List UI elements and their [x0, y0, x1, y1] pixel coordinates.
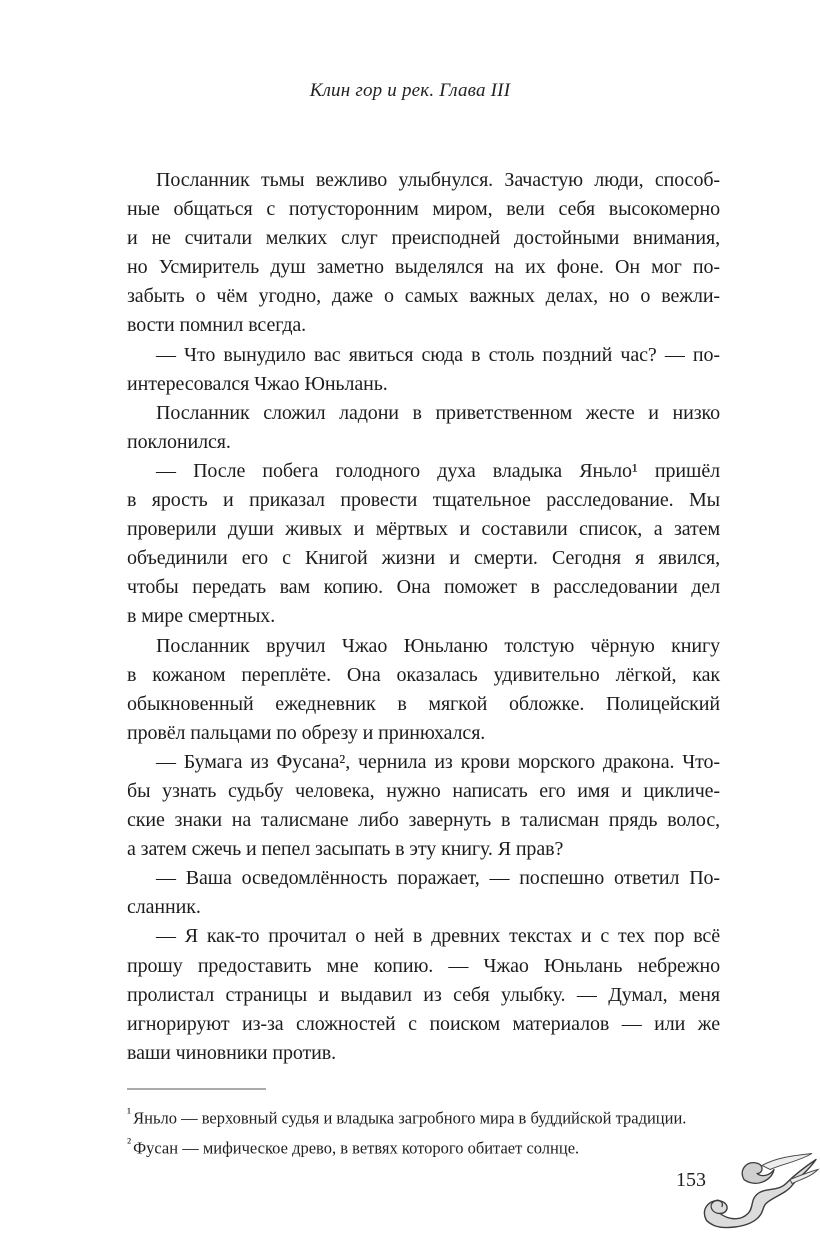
footnotes: [127, 1101, 720, 1161]
body-line: Посланник вручил Чжао Юньланю толстую чёрную книгу: [156, 634, 720, 657]
body-line: в ярость и приказал провести тщательное расследование. Мы: [127, 489, 720, 512]
body-line: — Ваша осведомлённость поражает, — поспешно ответил По-: [156, 867, 720, 890]
running-head: Клин гор и рек. Глава III: [309, 80, 511, 101]
paragraph: [127, 341, 720, 399]
body-line: но Усмиритель душ заметно выделялся на их фоне. Он мог по-: [127, 256, 720, 279]
footnote-text: Фусан — мифическое древо, в ветвях которого обитает солнце.: [133, 1138, 580, 1158]
body-line: Посланник сложил ладони в приветственном жесте и низко: [156, 401, 720, 424]
body-line: в мире смертных.: [127, 605, 276, 628]
footnote-item: [127, 1101, 720, 1131]
body-line: интересовался Чжао Юньлань.: [127, 372, 388, 395]
footnote-marker: ²: [127, 1135, 132, 1150]
body-line: и не считали мелких слуг преисподней достойными внимания,: [127, 227, 720, 250]
paragraph: [127, 457, 720, 632]
body-line: забыть о чём угодно, даже о самых важных делах, но о вежли-: [127, 285, 720, 308]
paragraph: [127, 166, 720, 341]
body-line: — Я как-то прочитал о ней в древних текстах и с тех пор всё: [156, 925, 720, 948]
body-line: ные общаться с потусторонним миром, вели себя высокомерно: [127, 198, 720, 221]
paragraph: [127, 864, 720, 922]
body-line: — После побега голодного духа владыка Яньло¹ пришёл: [156, 459, 720, 482]
body-line: вости помнил всегда.: [127, 314, 307, 337]
body-line: игнорируют из-за сложностей с поиском материалов — или же: [127, 1012, 720, 1035]
body-line: проверили души живых и мёртвых и составили список, а затем: [127, 518, 720, 541]
paragraph: [127, 748, 720, 864]
body-line: в кожаном переплёте. Она оказалась удивительно лёгкой, как: [127, 663, 720, 686]
body-line: прошу предоставить мне копию. — Чжао Юньлань небрежно: [127, 954, 720, 977]
cloud-flourish-icon: [700, 1148, 820, 1236]
body-line: обыкновенный ежедневник в мягкой обложке. Полицейский: [127, 692, 720, 715]
footnote-separator: [127, 1088, 266, 1090]
body-line: Посланник тьмы вежливо улыбнулся. Зачастую люди, способ-: [156, 169, 720, 191]
body-line: сланник.: [127, 896, 201, 919]
paragraph: [127, 632, 720, 748]
paragraph: [127, 922, 720, 1067]
footnote-marker: ¹: [127, 1105, 132, 1120]
paragraph: [127, 399, 720, 457]
footnote-text: Яньло — верховный судья и владыка загробного мира в буддийской традиции.: [133, 1108, 687, 1128]
body-line: чтобы передать вам копию. Она поможет в расследовании дел: [127, 576, 720, 599]
body-line: ские знаки на талисмане либо завернуть в талисман прядь волос,: [127, 809, 720, 832]
body-line: — Что вынудило вас явиться сюда в столь поздний час? — по-: [156, 343, 720, 366]
page-number: 153: [676, 1169, 706, 1191]
body-line: пролистал страницы и выдавил из себя улыбку. — Думал, меня: [127, 983, 720, 1006]
body-line: ваши чиновники против.: [127, 1041, 337, 1064]
body-line: а затем сжечь и пепел засыпать в эту книгу. Я прав?: [127, 838, 564, 861]
body-text: [127, 166, 720, 1068]
footnote-item: [127, 1131, 720, 1161]
body-line: — Бумага из Фусана², чернила из крови морского дракона. Что-: [156, 750, 720, 773]
body-line: объединили его с Книгой жизни и смерти. Сегодня я явился,: [127, 547, 720, 570]
body-line: поклонился.: [127, 430, 231, 453]
body-line: провёл пальцами по обрезу и принюхался.: [127, 721, 486, 744]
body-line: бы узнать судьбу человека, нужно написать его имя и цикличе-: [127, 779, 720, 802]
